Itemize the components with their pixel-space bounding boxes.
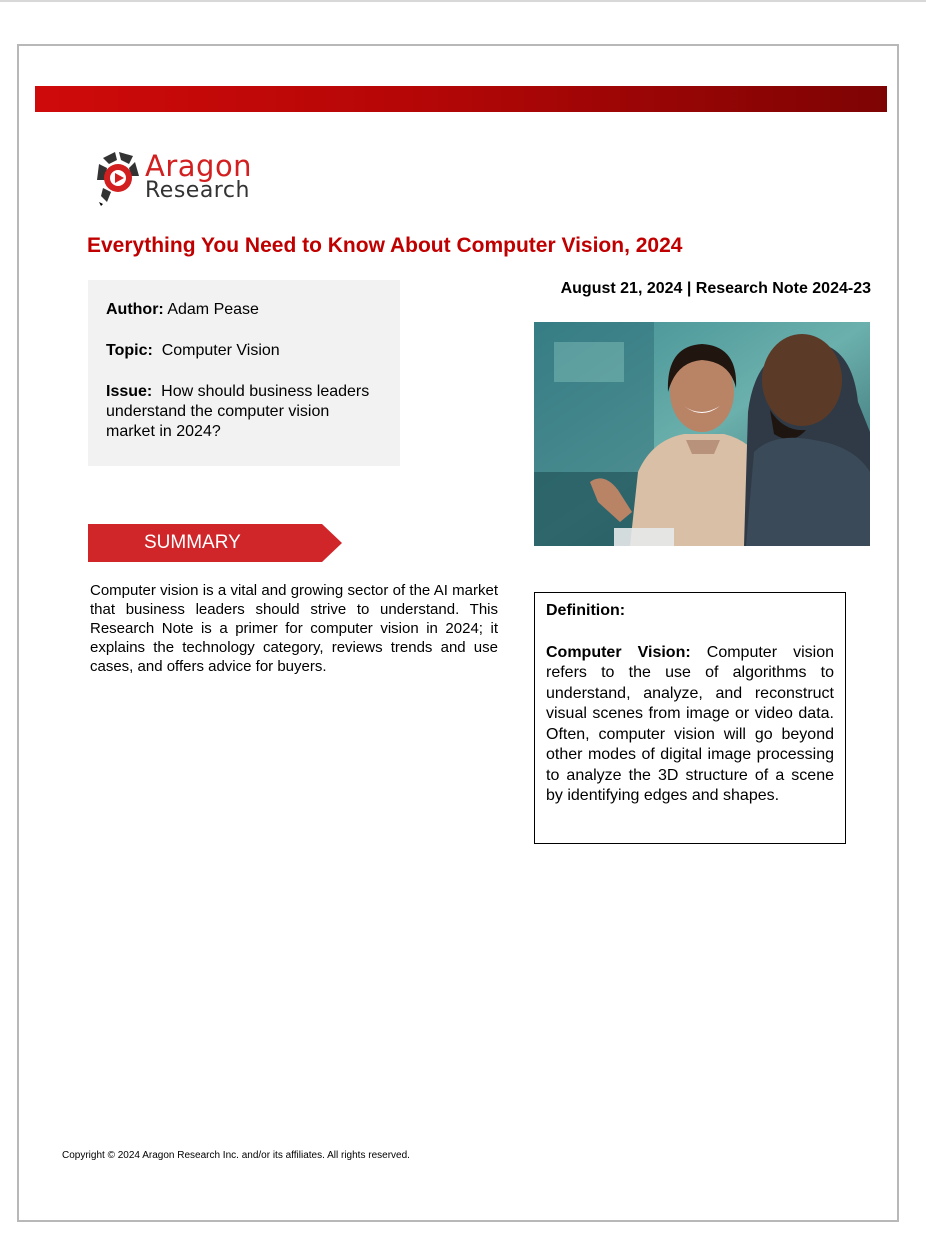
page-title: Everything You Need to Know About Computer Vision, 2024	[87, 234, 683, 257]
summary-banner	[88, 524, 344, 562]
definition-body	[546, 643, 834, 807]
author-label: Author:	[106, 301, 164, 318]
definition-text: Computer vision refers to the use of algorithms to understand, analyze, and reconstruct visual scenes from image or video data. Often, computer vision will go beyond other modes of digital image processing to analyze the 3D structure of a scene by identifying edges and shapes.	[546, 643, 834, 804]
topic-row	[106, 341, 382, 361]
header-red-bar	[35, 86, 887, 112]
document-page	[17, 44, 899, 1222]
issue-value: How should business leaders understand the computer vision market in 2024?	[106, 383, 370, 440]
issue-row	[106, 382, 382, 442]
topic-value: Computer Vision	[161, 342, 280, 359]
copyright-notice: Copyright © 2024 Aragon Research Inc. and/or its affiliates. All rights reserved.	[62, 1150, 410, 1161]
definition-box	[534, 592, 846, 844]
photo-illustration	[534, 322, 870, 546]
window-top-divider	[0, 0, 926, 2]
logo-text-research: Research	[145, 178, 250, 203]
author-value: Adam Pease	[167, 301, 259, 318]
summary-text: Computer vision is a vital and growing sector of the AI market that business leaders should strive to understand. This Research Note is a primer for computer vision in 2024; it explains the technology category, reviews trends and use cases, and offers advice for buyers.	[90, 582, 498, 675]
logo-text-aragon: Aragon	[145, 149, 253, 183]
aragon-logo-mark-icon	[97, 150, 141, 206]
cover-photo	[534, 322, 870, 546]
summary-label: SUMMARY	[144, 532, 241, 553]
issue-label: Issue:	[106, 383, 153, 400]
aragon-research-logo	[97, 150, 297, 206]
date-and-note-number: August 21, 2024 | Research Note 2024-23	[560, 280, 871, 297]
definition-heading: Definition:	[546, 602, 626, 619]
author-row	[106, 300, 382, 320]
author-info-box	[88, 280, 400, 466]
topic-label: Topic:	[106, 342, 153, 359]
definition-term: Computer Vision:	[546, 643, 691, 661]
